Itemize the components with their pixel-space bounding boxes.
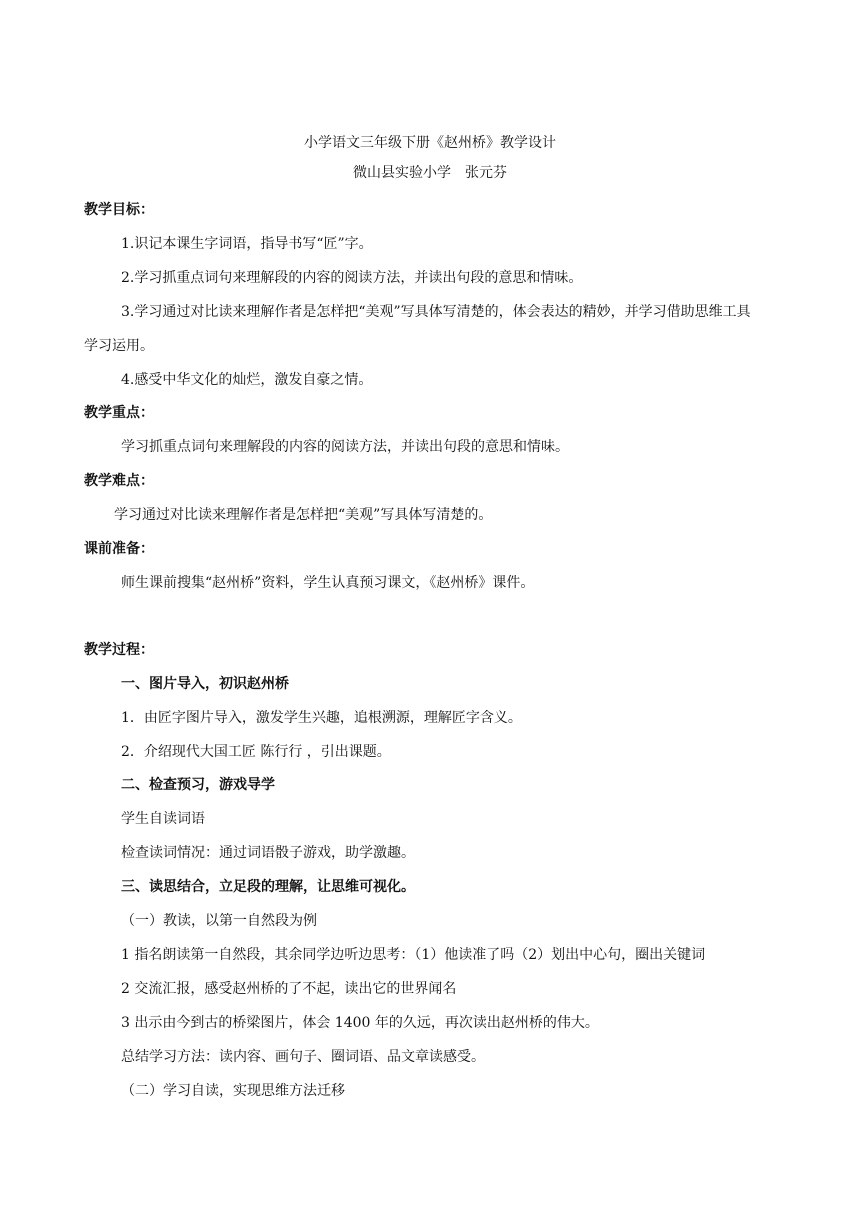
- section-1-title: 一、图片导入，初识赵州桥: [121, 676, 289, 692]
- section-3-title: 三、读思结合，立足段的理解，让思维可视化。: [121, 879, 415, 895]
- preparation-heading: 课前准备：: [84, 541, 154, 557]
- list-item: （二）学习自读，实现思维方法迁移: [121, 1083, 345, 1099]
- objective-item: 2.学习抓重点词句来理解段的内容的阅读方法，并读出句段的意思和情味。: [121, 270, 583, 286]
- list-item: 学生自读词语: [121, 811, 205, 827]
- difficulty-heading: 教学难点：: [84, 473, 154, 489]
- preparation-text: 师生课前搜集“赵州桥”资料，学生认真预习课文，《赵州桥》课件。: [121, 575, 535, 591]
- process-heading: 教学过程：: [84, 642, 154, 658]
- list-item: （一）教读，以第一自然段为例: [121, 913, 317, 929]
- list-item: 总结学习方法：读内容、画句子、圈词语、品文章读感受。: [121, 1049, 485, 1065]
- difficulty-text: 学习通过对比读来理解作者是怎样把“美观”写具体写清楚的。: [114, 507, 493, 523]
- key-point-text: 学习抓重点词句来理解段的内容的阅读方法，并读出句段的意思和情味。: [121, 439, 569, 455]
- objective-item: 4.感受中华文化的灿烂，激发自豪之情。: [121, 372, 373, 388]
- document-title: 小学语文三年级下册《赵州桥》教学设计: [304, 135, 556, 151]
- objectives-heading: 教学目标：: [84, 202, 154, 218]
- key-point-heading: 教学重点：: [84, 405, 154, 421]
- document-author: 微山县实验小学 张元芬: [353, 165, 507, 181]
- objective-item: 3.学习通过对比读来理解作者是怎样把“美观”写具体写清楚的，体会表达的精妙，并学习借助思维工具: [121, 304, 751, 320]
- list-item: 2 交流汇报，感受赵州桥的了不起，读出它的世界闻名: [121, 981, 457, 997]
- list-item: 3 出示由今到古的桥梁图片，体会 1400 年的久远，再次读出赵州桥的伟大。: [121, 1015, 599, 1031]
- list-item: 检查读词情况：通过词语骰子游戏，助学激趣。: [121, 845, 415, 861]
- objective-item-continuation: 学习运用。: [84, 338, 154, 354]
- list-item: 1．由匠字图片导入，激发学生兴趣，追根溯源，理解匠字含义。: [121, 710, 522, 726]
- section-2-title: 二、检查预习，游戏导学: [121, 777, 275, 793]
- list-item: 1 指名朗读第一自然段，其余同学边听边思考：（1）他读准了吗（2）划出中心句，圈出关键词: [121, 947, 706, 963]
- list-item: 2．介绍现代大国工匠 陈行行 ，引出课题。: [121, 744, 391, 760]
- objective-item: 1.识记本课生字词语，指导书写“匠”字。: [121, 236, 373, 252]
